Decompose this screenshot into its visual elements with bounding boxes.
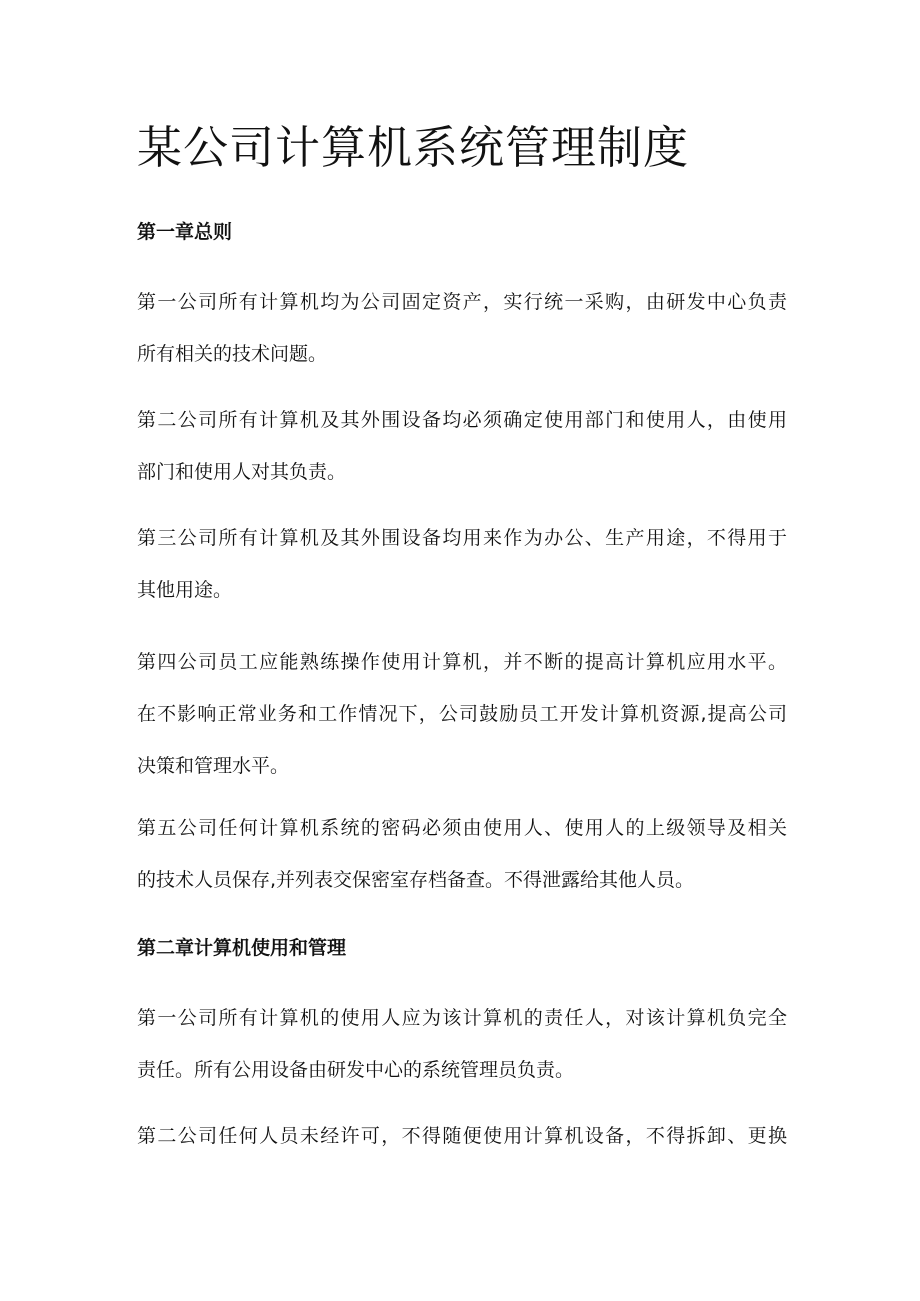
chapter-1-article-5	[137, 802, 787, 906]
document-title: 某公司计算机系统管理制度	[137, 121, 690, 174]
chapter-1-article-2	[137, 394, 787, 498]
paragraph-line: 第四公司员工应能熟练操作使用计算机，并不断的提高计算机应用水平。	[137, 651, 787, 673]
chapter-2-article-1	[137, 992, 787, 1096]
chapter-1-heading: 第一章总则	[137, 221, 233, 243]
paragraph-line: 在不影响正常业务和工作情况下，公司鼓励员工开发计算机资源,提高公司	[137, 703, 787, 725]
paragraph-line: 所有相关的技术问题。	[137, 343, 328, 365]
paragraph-line: 的技术人员保存,并列表交保密室存档备查。不得泄露给其他人员。	[137, 869, 695, 891]
chapter-2-article-2	[137, 1110, 787, 1162]
paragraph-line: 决策和管理水平。	[137, 755, 290, 777]
chapter-1-article-1	[137, 276, 787, 380]
chapter-2-heading: 第二章计算机使用和管理	[137, 937, 347, 959]
paragraph-line: 第一公司所有计算机均为公司固定资产，实行统一采购，由研发中心负责	[137, 291, 787, 313]
chapter-1-article-3	[137, 512, 787, 616]
paragraph-line: 责任。所有公用设备由研发中心的系统管理员负责。	[137, 1059, 575, 1081]
paragraph-line: 第五公司任何计算机系统的密码必须由使用人、使用人的上级领导及相关	[137, 817, 787, 839]
paragraph-line: 第三公司所有计算机及其外围设备均用来作为办公、生产用途，不得用于	[137, 527, 787, 549]
paragraph-line: 第一公司所有计算机的使用人应为该计算机的责任人，对该计算机负完全	[137, 1007, 787, 1029]
paragraph-line: 部门和使用人对其负责。	[137, 461, 347, 483]
paragraph-line: 其他用途。	[137, 579, 233, 601]
paragraph-line: 第二公司任何人员未经许可，不得随便使用计算机设备，不得拆卸、更换	[137, 1125, 787, 1147]
paragraph-line: 第二公司所有计算机及其外围设备均必须确定使用部门和使用人，由使用	[137, 409, 787, 431]
chapter-1-article-4	[137, 636, 787, 792]
